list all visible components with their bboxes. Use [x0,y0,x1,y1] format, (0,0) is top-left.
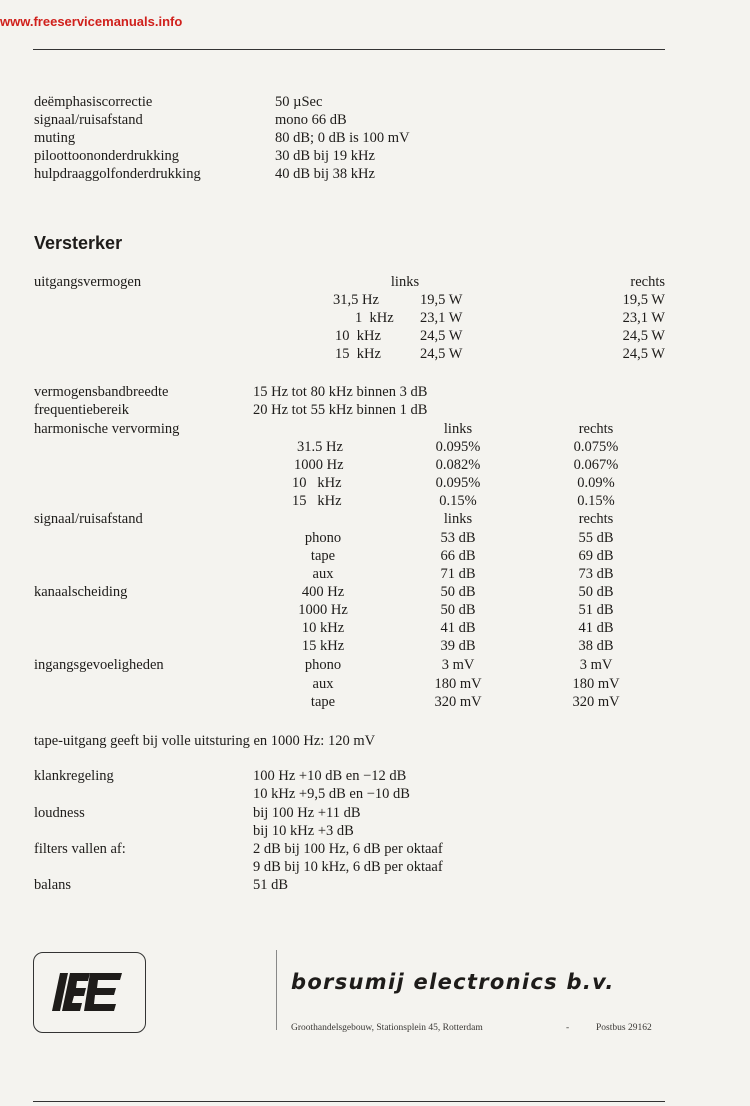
value-right: 0.067% [573,457,619,473]
value-left: 24,5 W [420,328,463,344]
company-address: Groothandelsgebouw, Stationsplein 45, Rotterdam [291,1023,483,1033]
condition-cell: aux [312,676,334,692]
condition-cell: 15 kHz [292,493,342,509]
value-left: 23,1 W [420,310,463,326]
condition-cell: 1000 Hz [298,602,348,618]
condition-cell: 400 Hz [301,584,345,600]
freq-range-label: frequentiebereik [34,402,130,418]
value-right: 69 dB [578,548,614,564]
value-right: 0.075% [573,439,619,455]
spec-label: deëmphasiscorrectie [34,94,153,110]
bandwidth-value: 15 Hz tot 80 kHz binnen 3 dB [253,384,428,400]
value-right: 41 dB [578,620,614,636]
output-power-label: uitgangsvermogen [34,274,142,290]
spec-label: piloottoononderdrukking [34,148,179,164]
value-right: 0.09% [577,475,615,491]
value-left: 0.082% [435,457,481,473]
condition-cell: 10 kHz [292,475,342,491]
value-left: 50 dB [440,602,476,618]
freq-cell: 31,5 Hz [333,292,379,308]
condition-cell: 10 kHz [301,620,345,636]
condition-cell: tape [310,694,336,710]
column-header-left: links [443,421,473,437]
value-left: 41 dB [440,620,476,636]
top-rule [33,49,665,50]
footer-divider [276,950,277,1030]
value-right: 320 mV [572,694,620,710]
balance-value: 51 dB [253,877,289,893]
condition-cell: tape [310,548,336,564]
freq-cell: 10 kHz [335,328,381,344]
loudness-line: bij 100 Hz +11 dB [253,805,361,821]
value-right: 24,5 W [622,346,665,362]
value-right: 24,5 W [622,328,665,344]
value-right: 19,5 W [622,292,665,308]
freq-range-value: 20 Hz tot 55 kHz binnen 1 dB [253,402,428,418]
column-header-right: rechts [578,421,614,437]
value-right: 23,1 W [622,310,665,326]
postbus: Postbus 29162 [596,1023,652,1033]
sensitivity-label: ingangsgevoeligheden [34,657,164,673]
value-right: 73 dB [578,566,614,582]
distortion-label: harmonische vervorming [34,421,180,437]
value-right: 50 dB [578,584,614,600]
value-left: 39 dB [440,638,476,654]
condition-cell: phono [304,657,342,673]
value-left: 19,5 W [420,292,463,308]
column-header-right: rechts [630,274,665,290]
loudness-line: bij 10 kHz +3 dB [253,823,354,839]
value-left: 180 mV [434,676,482,692]
value-left: 0.15% [439,493,477,509]
balance-label: balans [34,877,72,893]
column-header-right: rechts [578,511,614,527]
condition-cell: 15 kHz [301,638,345,654]
value-left: 71 dB [440,566,476,582]
value-right: 51 dB [578,602,614,618]
value-right: 38 dB [578,638,614,654]
spec-value: 80 dB; 0 dB is 100 mV [275,130,410,146]
value-left: 53 dB [440,530,476,546]
address-separator: - [566,1023,570,1033]
value-left: 0.095% [435,439,481,455]
spec-value: 50 µSec [275,94,323,110]
separation-label: kanaalscheiding [34,584,128,600]
value-right: 0.15% [577,493,615,509]
snr-label: signaal/ruisafstand [34,511,143,527]
bottom-rule [33,1101,665,1102]
spec-label: muting [34,130,76,146]
spec-label: hulpdraaggolfonderdrukking [34,166,201,182]
freq-cell: 15 kHz [335,346,381,362]
column-header-left: links [443,511,473,527]
spec-value: 40 dB bij 38 kHz [275,166,375,182]
value-right: 3 mV [579,657,613,673]
tone-control-line: 10 kHz +9,5 dB en −10 dB [253,786,410,802]
be-logo-icon [50,969,130,1015]
filters-line: 2 dB bij 100 Hz, 6 dB per oktaaf [253,841,443,857]
column-header-left: links [390,274,420,290]
value-left: 50 dB [440,584,476,600]
value-left: 24,5 W [420,346,463,362]
spec-value: mono 66 dB [275,112,347,128]
condition-cell: aux [312,566,334,582]
value-left: 320 mV [434,694,482,710]
tape-output-note: tape-uitgang geeft bij volle uitsturing en 1000 Hz: 120 mV [34,733,376,749]
company-name: borsumij electronics b.v. [291,970,615,994]
section-title: Versterker [34,233,123,253]
watermark-link[interactable]: www.freeservicemanuals.info [0,14,183,29]
filters-label: filters vallen af: [34,841,126,857]
filters-line: 9 dB bij 10 kHz, 6 dB per oktaaf [253,859,443,875]
value-left: 3 mV [441,657,475,673]
loudness-label: loudness [34,805,85,821]
condition-cell: phono [304,530,342,546]
spec-label: signaal/ruisafstand [34,112,143,128]
condition-cell: 1000 Hz [294,457,344,473]
value-right: 180 mV [572,676,620,692]
tone-control-line: 100 Hz +10 dB en −12 dB [253,768,407,784]
bandwidth-label: vermogensbandbreedte [34,384,169,400]
value-right: 55 dB [578,530,614,546]
tone-control-label: klankregeling [34,768,114,784]
company-logo [33,952,146,1033]
value-left: 66 dB [440,548,476,564]
spec-value: 30 dB bij 19 kHz [275,148,375,164]
condition-cell: 31.5 Hz [297,439,343,455]
freq-cell: 1 kHz [355,310,394,326]
value-left: 0.095% [435,475,481,491]
